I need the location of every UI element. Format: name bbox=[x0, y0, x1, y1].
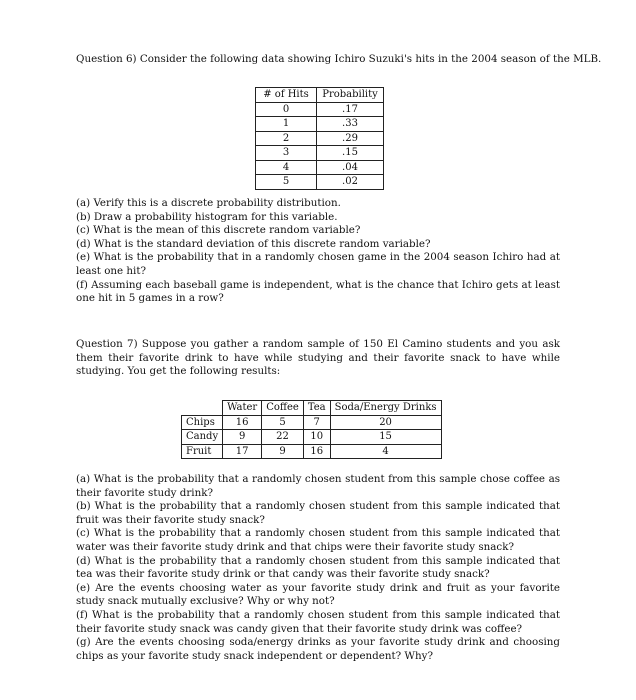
table-cell: 16 bbox=[303, 444, 330, 459]
column-header-coffee: Coffee bbox=[262, 401, 304, 416]
table-cell: .29 bbox=[317, 131, 384, 146]
question-6-part-b: (b) Draw a probability histogram for this variable. bbox=[76, 210, 338, 223]
table-cell: 9 bbox=[223, 430, 262, 445]
table-cell: 4 bbox=[330, 444, 441, 459]
question-6-part-d: (d) What is the standard deviation of this discrete random variable? bbox=[76, 237, 431, 250]
column-header-probability: Probability bbox=[317, 88, 384, 103]
question-7-parts bbox=[76, 473, 560, 663]
table-cell: .17 bbox=[317, 102, 384, 117]
row-header-chips: Chips bbox=[182, 415, 223, 430]
table-header-row bbox=[182, 401, 442, 416]
table-cell: 22 bbox=[262, 430, 304, 445]
row-header-fruit: Fruit bbox=[182, 444, 223, 459]
table-cell: .33 bbox=[317, 117, 384, 132]
table-row bbox=[256, 160, 384, 175]
table-cell: 7 bbox=[303, 415, 330, 430]
table-row bbox=[256, 146, 384, 161]
table-cell: 4 bbox=[256, 160, 317, 175]
question-7-part-a: (a) What is the probability that a randomly chosen student from this sample chose coffee as their favorite study drink? bbox=[76, 473, 560, 499]
table-row bbox=[182, 430, 442, 445]
table-cell: 5 bbox=[262, 415, 304, 430]
table-cell: .04 bbox=[317, 160, 384, 175]
table-cell: 9 bbox=[262, 444, 304, 459]
table-row bbox=[182, 444, 442, 459]
table-header-row bbox=[256, 88, 384, 103]
question-7-part-f: (f) What is the probability that a randomly chosen student from this sample indicated that their favorite study snack was candy given that their favorite study drink was coffee? bbox=[76, 608, 560, 635]
table-cell: 2 bbox=[256, 131, 317, 146]
question-7-part-e: (e) Are the events choosing water as your favorite study drink and fruit as your favorite study snack mutually exclusive? Why or why not? bbox=[76, 581, 560, 608]
question-7-part-c: (c) What is the probability that a randomly chosen student from this sample indicated that water was their favorite study drink and that chips were their favorite study snack? bbox=[76, 527, 560, 553]
question-6-parts bbox=[76, 197, 560, 306]
question-7-intro-text: Question 7) Suppose you gather a random sample of 150 El Camino students and you ask them their favorite drink to have while studying and their favorite snack to have while studying. You get the following results: bbox=[76, 338, 560, 378]
question-6-part-a: (a) Verify this is a discrete probability distribution. bbox=[76, 197, 341, 209]
question-6-part-f: (f) Assuming each baseball game is independent, what is the chance that Ichiro gets at least one hit in 5 games in a row? bbox=[76, 278, 560, 305]
table-cell: .02 bbox=[317, 175, 384, 190]
table-cell: .15 bbox=[317, 146, 384, 161]
hits-probability-table bbox=[255, 87, 384, 190]
table-cell: 0 bbox=[256, 102, 317, 117]
table-cell: 10 bbox=[303, 430, 330, 445]
question-6-part-c: (c) What is the mean of this discrete random variable? bbox=[76, 224, 361, 237]
table-cell: 5 bbox=[256, 175, 317, 190]
question-6-heading: Question 6) Consider the following data showing Ichiro Suzuki's hits in the 2004 season of the MLB. bbox=[76, 53, 602, 65]
table-row bbox=[256, 117, 384, 132]
table-corner-cell bbox=[182, 401, 223, 416]
table-row bbox=[256, 102, 384, 117]
question-7-part-d: (d) What is the probability that a randomly chosen student from this sample indicated that tea was their favorite study drink or that candy was their favorite study snack? bbox=[76, 554, 560, 581]
table-row bbox=[256, 131, 384, 146]
question-7-intro bbox=[76, 338, 560, 379]
column-header-hits: # of Hits bbox=[256, 88, 317, 103]
question-6-part-e: (e) What is the probability that in a randomly chosen game in the 2004 season Ichiro had at least one hit? bbox=[76, 251, 560, 277]
column-header-soda-energy: Soda/Energy Drinks bbox=[330, 401, 441, 416]
table-cell: 1 bbox=[256, 117, 317, 132]
table-row bbox=[256, 175, 384, 190]
row-header-candy: Candy bbox=[182, 430, 223, 445]
drink-snack-table bbox=[181, 400, 442, 459]
table-cell: 17 bbox=[223, 444, 262, 459]
table-cell: 15 bbox=[330, 430, 441, 445]
table-cell: 16 bbox=[223, 415, 262, 430]
table-cell: 20 bbox=[330, 415, 441, 430]
question-7-part-g: (g) Are the events choosing soda/energy drinks as your favorite study drink and choosing chips as your favorite study snack independent or dependent? Why? bbox=[76, 636, 560, 662]
table-cell: 3 bbox=[256, 146, 317, 161]
table-row bbox=[182, 415, 442, 430]
question-7-part-b: (b) What is the probability that a randomly chosen student from this sample indicated that fruit was their favorite study snack? bbox=[76, 500, 560, 526]
column-header-water: Water bbox=[223, 401, 262, 416]
column-header-tea: Tea bbox=[303, 401, 330, 416]
